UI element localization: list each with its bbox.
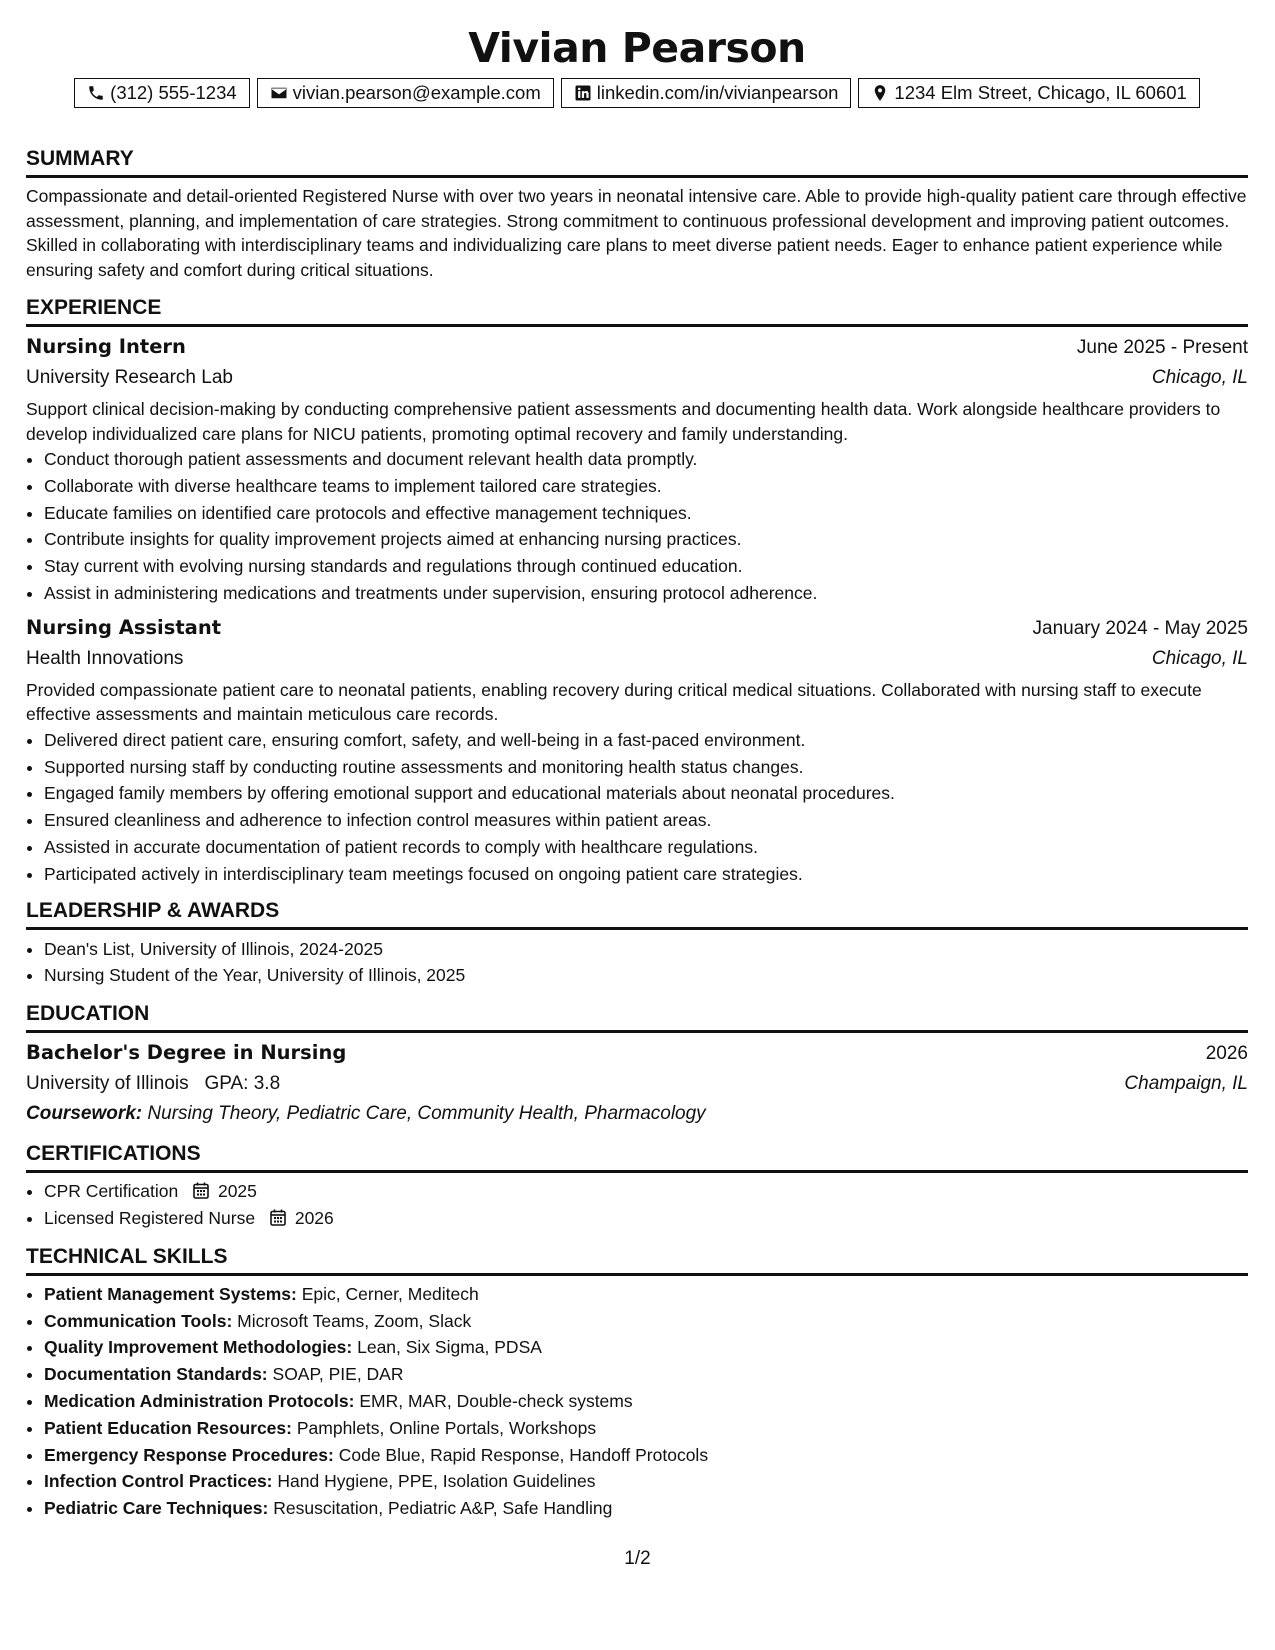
- skill-label: Emergency Response Procedures:: [44, 1444, 334, 1465]
- skill-value: EMR, MAR, Double-check systems: [359, 1390, 633, 1411]
- certification-year: 2025: [217, 1181, 257, 1202]
- degree-title: Bachelor's Degree in Nursing: [26, 1041, 347, 1065]
- phone-text: (312) 555-1234: [110, 82, 237, 103]
- skills-list: [26, 1281, 1248, 1522]
- job-summary: Support clinical decision-making by conducting comprehensive patient assessments and documenting health data. Work alongside healthcare providers to develop individualized care plans for NICU patients, promoting optimal recovery and family understanding.: [26, 399, 1221, 444]
- contact-linkedin[interactable]: [561, 78, 852, 108]
- linkedin-icon: [574, 84, 592, 102]
- skill-value: Lean, Six Sigma, PDSA: [357, 1337, 542, 1358]
- job-bullets: [26, 727, 1248, 888]
- linkedin-text: linkedin.com/in/vivianpearson: [596, 82, 839, 103]
- list-item: [44, 1308, 1248, 1335]
- list-item: [44, 1442, 1248, 1469]
- coursework-text: Nursing Theory, Pediatric Care, Community Health, Pharmacology: [147, 1103, 706, 1125]
- section-title: EDUCATION: [26, 1001, 1248, 1033]
- list-item: [44, 1468, 1248, 1495]
- skill-label: Documentation Standards:: [44, 1364, 268, 1385]
- contact-address[interactable]: [858, 78, 1199, 108]
- resume-page: [26, 22, 1248, 1522]
- list-item: [44, 1334, 1248, 1361]
- section-title: EXPERIENCE: [26, 295, 1248, 327]
- list-item: [44, 1178, 1248, 1205]
- list-item: • Educate families on identified care protocols and effective management techniques.: [44, 500, 1248, 527]
- list-item: • Assist in administering medications and treatments under supervision, ensuring protocol adherence.: [44, 580, 1248, 607]
- list-item: • Engaged family members by offering emotional support and educational materials about neonatal procedures.: [44, 780, 1248, 807]
- list-item: • Contribute insights for quality improvement projects aimed at enhancing nursing practices.: [44, 526, 1248, 553]
- calendar-icon: [193, 1182, 209, 1199]
- list-item: • Dean's List, University of Illinois, 2024-2025: [44, 936, 1248, 963]
- candidate-name: Vivian Pearson: [468, 24, 806, 72]
- email-text: vivian.pearson@example.com: [292, 82, 541, 103]
- skill-value: Microsoft Teams, Zoom, Slack: [237, 1310, 472, 1331]
- contact-phone[interactable]: [74, 78, 250, 108]
- school-name: University of Illinois: [26, 1073, 189, 1095]
- skill-value: SOAP, PIE, DAR: [272, 1364, 404, 1385]
- graduation-year: 2026: [1205, 1043, 1248, 1065]
- list-item: • Supported nursing staff by conducting routine assessments and monitoring health status changes.: [44, 754, 1248, 781]
- calendar-icon: [270, 1209, 286, 1226]
- certifications-section: [26, 1141, 1248, 1232]
- job-dates: January 2024 - May 2025: [1032, 617, 1248, 639]
- school-location: Champaign, IL: [1124, 1073, 1248, 1095]
- job-summary: Provided compassionate patient care to neonatal patients, enabling recovery during critical medical situations. Collaborated with nursing staff to execute effective assessments and maintain meticulous care records.: [26, 679, 1202, 725]
- skill-value: Resuscitation, Pediatric A&P, Safe Handling: [273, 1498, 613, 1519]
- skill-label: Infection Control Practices:: [44, 1471, 273, 1492]
- list-item: • Participated actively in interdisciplinary team meetings focused on ongoing patient care strategies.: [44, 861, 1248, 888]
- summary-section: [26, 146, 1248, 282]
- map-pin-icon: [871, 84, 889, 102]
- job-organization: Health Innovations: [26, 647, 184, 669]
- skill-label: Patient Management Systems:: [44, 1283, 297, 1304]
- gpa: GPA: 3.8: [204, 1073, 281, 1095]
- job-location: Chicago, IL: [1151, 647, 1248, 669]
- certification-name: CPR Certification: [44, 1181, 179, 1202]
- contact-email[interactable]: [257, 78, 554, 108]
- job-dates: June 2025 - Present: [1076, 337, 1248, 358]
- list-item: • Delivered direct patient care, ensuring comfort, safety, and well-being in a fast-paced environment.: [44, 727, 1248, 754]
- list-item: • Ensured cleanliness and adherence to infection control measures within patient areas.: [44, 807, 1248, 834]
- coursework: [26, 1099, 1248, 1129]
- skill-label: Quality Improvement Methodologies:: [44, 1337, 353, 1358]
- coursework-label: Coursework:: [26, 1103, 143, 1125]
- certifications-list: [26, 1178, 1248, 1232]
- skill-value: Hand Hygiene, PPE, Isolation Guidelines: [277, 1471, 596, 1492]
- skill-label: Pediatric Care Techniques:: [44, 1498, 269, 1519]
- section-title: LEADERSHIP & AWARDS: [26, 898, 1248, 930]
- list-item: • Stay current with evolving nursing standards and regulations through continued education.: [44, 553, 1248, 580]
- envelope-icon: [270, 84, 288, 102]
- job-organization: University Research Lab: [26, 367, 233, 388]
- skill-label: Communication Tools:: [44, 1310, 233, 1331]
- awards-list: [26, 936, 1248, 990]
- skill-label: Medication Administration Protocols:: [44, 1390, 355, 1411]
- skills-section: [26, 1244, 1248, 1522]
- list-item: [44, 1281, 1248, 1308]
- job-entry: [26, 613, 1248, 888]
- job-bullets: [26, 446, 1248, 607]
- certification-name: Licensed Registered Nurse: [44, 1207, 256, 1228]
- section-title: TECHNICAL SKILLS: [26, 1244, 1248, 1276]
- job-title: Nursing Intern: [26, 335, 186, 358]
- summary-text: Compassionate and detail-oriented Registered Nurse with over two years in neonatal intensive care. Able to provide high-quality patient care through effective assessment, planning, and implementation of care strategies. Strong commitment to continuous professional development and improving patient outcomes. Skilled in collaborating with interdisciplinary teams and individualizing care plans to meet diverse patient needs. Eager to enhance patient experience while ensuring safety and comfort during critical situations.: [26, 186, 1247, 280]
- list-item: [44, 1388, 1248, 1415]
- skill-value: Pamphlets, Online Portals, Workshops: [296, 1417, 597, 1438]
- skill-value: Code Blue, Rapid Response, Handoff Protocols: [338, 1444, 709, 1465]
- education-section: [26, 1001, 1248, 1129]
- skill-value: Epic, Cerner, Meditech: [301, 1283, 479, 1304]
- certification-year: 2026: [294, 1207, 334, 1228]
- list-item: [44, 1495, 1248, 1522]
- job-location: Chicago, IL: [1151, 367, 1248, 388]
- list-item: • Conduct thorough patient assessments and document relevant health data promptly.: [44, 446, 1248, 473]
- list-item: • Assisted in accurate documentation of patient records to comply with healthcare regulations.: [44, 834, 1248, 861]
- page-number: 1/2: [624, 1548, 651, 1569]
- job-entry: [26, 332, 1248, 607]
- leadership-section: [26, 898, 1248, 990]
- experience-section: [26, 295, 1248, 888]
- list-item: • Collaborate with diverse healthcare teams to implement tailored care strategies.: [44, 473, 1248, 500]
- list-item: [44, 1361, 1248, 1388]
- list-item: • Nursing Student of the Year, University of Illinois, 2025: [44, 962, 1248, 989]
- section-title: CERTIFICATIONS: [26, 1141, 1248, 1173]
- skill-label: Patient Education Resources:: [44, 1417, 292, 1438]
- job-title: Nursing Assistant: [26, 615, 222, 639]
- address-text: 1234 Elm Street, Chicago, IL 60601: [894, 82, 1187, 103]
- phone-icon: [87, 84, 105, 102]
- section-title: SUMMARY: [26, 146, 1248, 178]
- contact-bar: [26, 78, 1248, 108]
- list-item: [44, 1415, 1248, 1442]
- list-item: [44, 1205, 1248, 1232]
